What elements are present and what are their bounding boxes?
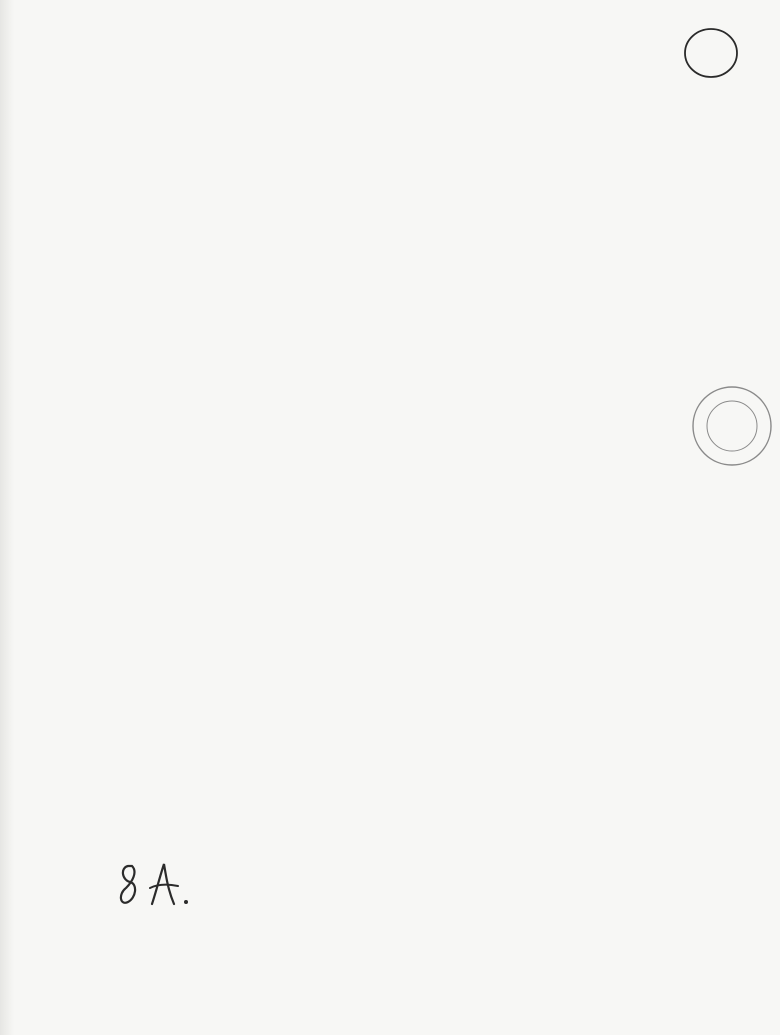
archive-seal-icon [690, 384, 774, 468]
archive-stamp [690, 384, 774, 468]
handwritten-page-number [682, 24, 740, 82]
page-number-circle-icon [682, 24, 740, 82]
handwritten-initials [116, 858, 206, 918]
page-edge-shadow [0, 0, 14, 1035]
initials-signature-icon [116, 858, 206, 918]
memo-body [130, 192, 710, 211]
